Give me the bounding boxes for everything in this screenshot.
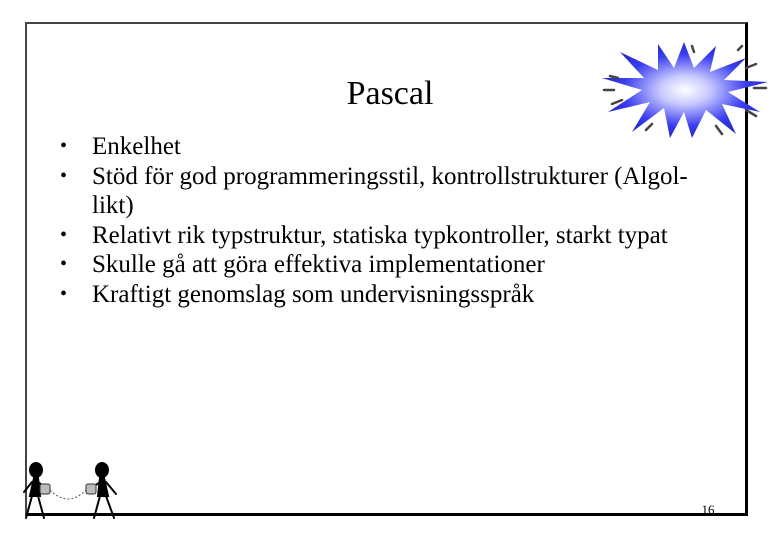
page-number: 16 [701, 502, 715, 517]
bullet-text: Skulle gå att göra effektiva implementationer [92, 251, 545, 278]
starburst-icon [596, 40, 774, 140]
bullet-item [56, 132, 706, 162]
bullet-item [56, 162, 706, 221]
bullet-dot: • [60, 282, 68, 305]
slide-title: Pascal [346, 75, 434, 112]
bullet-dot: • [60, 223, 68, 246]
bullet-text: Kraftigt genomslag som undervisningsspråk [92, 280, 535, 308]
bullet-text: Relativt rik typstruktur, statiska typkontroller, starkt typat [92, 221, 668, 249]
bullet-dot: • [60, 164, 68, 187]
two-figures-tin-can-phone-icon [20, 460, 135, 522]
bullet-item [56, 280, 706, 310]
bullet-list [56, 132, 706, 309]
bullet-item [56, 250, 706, 280]
bullet-dot: • [60, 135, 68, 157]
bullet-text: Enkelhet [92, 133, 181, 160]
bullet-item [56, 221, 706, 251]
bullet-text: Stöd för god programmeringsstil, kontrollstrukturer (Algol-likt) [92, 162, 688, 219]
bullet-dot: • [60, 253, 68, 275]
